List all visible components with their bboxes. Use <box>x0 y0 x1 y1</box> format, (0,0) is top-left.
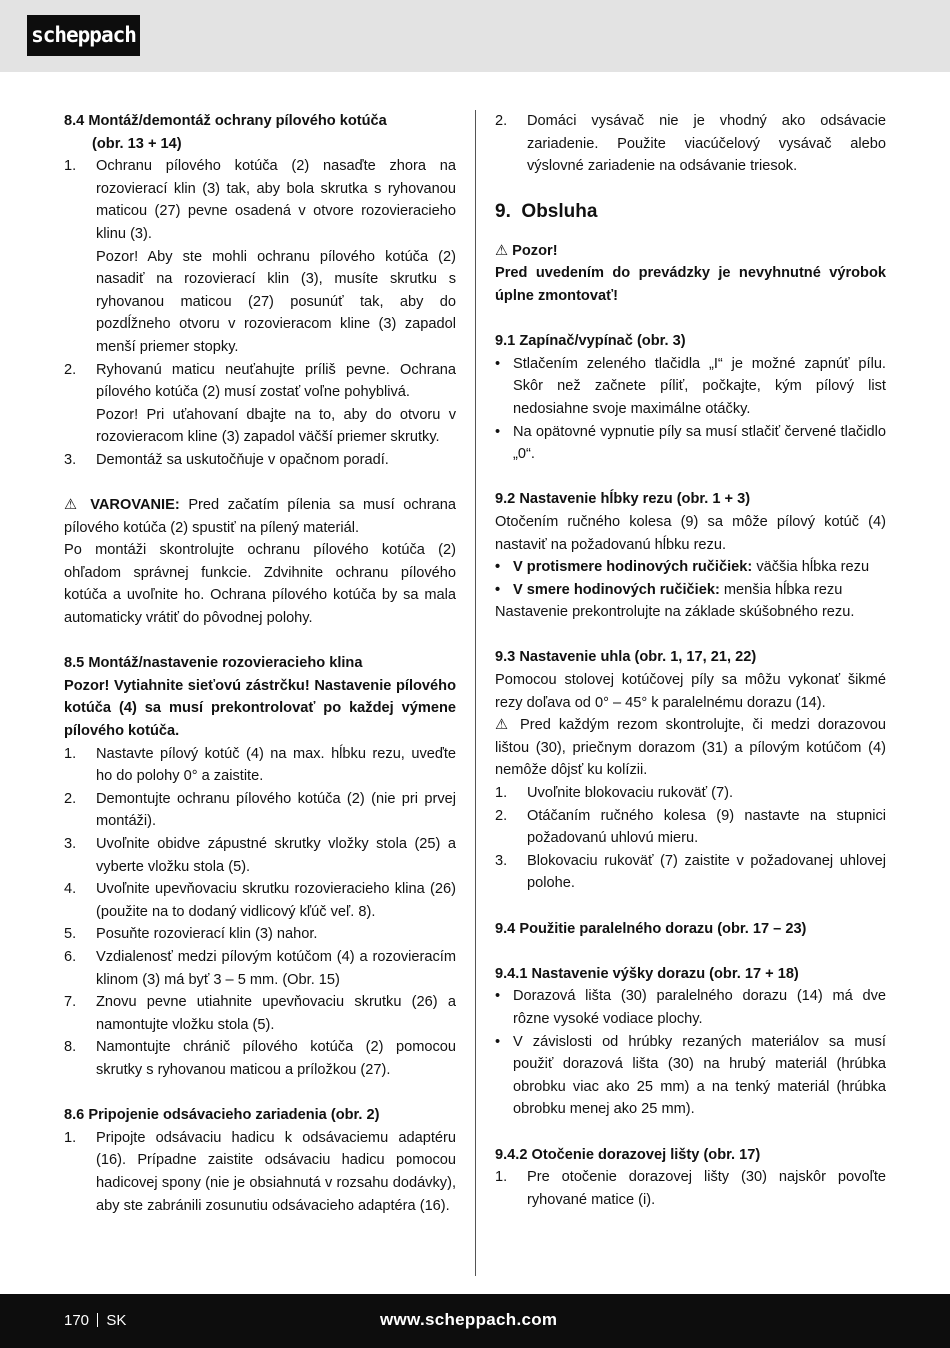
list-item <box>495 421 886 466</box>
section-8-4-title-figref: (obr. 13 + 14) <box>92 135 182 152</box>
section-9-2-text: Otočením ručného kolesa (9) sa môže pílový kotúč (4) nastaviť na požadovanú hĺbku rezu. <box>495 513 886 553</box>
section-8-5-caution: Pozor! Vytiahnite sieťovú zástrčku! Nastavenie pílového kotúča (4) sa musí prekontrolovať po každej výmene pílového kotúča. <box>64 677 456 740</box>
list-item <box>495 1031 886 1121</box>
item-text: V závislosti od hrúbky rezaných materiálov sa musí použiť dorazová lišta (30) na hrubý materiál (hrúbka obrobku viac ako 25 mm) a na tenký materiál (hrúbka obrobku menej ako 25 mm). <box>513 1033 886 1118</box>
chapter-9-number: 9. <box>495 200 511 222</box>
section-9-3-text: Pomocou stolovej kotúčovej píly sa môžu vykonať šikmé rezy doľava od 0° – 45° k paralelnému dorazu (14). <box>495 672 886 711</box>
item-number: 1. <box>495 785 508 802</box>
section-9-4-2-title: 9.4.2 Otočenie dorazovej lišty (obr. 17) <box>495 1146 761 1163</box>
item-text: Vzdialenosť medzi pílovým kotúčom (4) a rozovieracím klinom (3) má byť 3 – 5 mm. (Obr. 15) <box>96 948 456 988</box>
list-item <box>495 556 886 579</box>
section-9-3-warning-text: Pred každým rezom skontrolujte, či medzi dorazovou lištou (30), priečnym dorazom (31) a pílovým kotúčom (4) nemôže dôjsť ku kolízii. <box>495 717 886 779</box>
list-item <box>64 743 456 788</box>
list-item <box>64 946 456 991</box>
language-code: SK <box>106 1312 127 1329</box>
page-number-value: 170 <box>64 1312 90 1329</box>
section-9-3-list <box>495 782 886 895</box>
list-item <box>64 1036 456 1081</box>
item-text: Nastavte pílový kotúč (4) na max. hĺbku rezu, uveďte ho do polohy 0° a zaistite. <box>96 745 456 785</box>
section-9-4-1-list <box>495 985 886 1121</box>
chapter-9-heading <box>495 200 886 224</box>
warning-icon: ⚠ <box>64 497 82 514</box>
item-number: 2. <box>495 113 508 129</box>
list-item <box>64 878 456 923</box>
item-number: 3. <box>64 836 77 852</box>
item-number: 2. <box>64 361 77 378</box>
section-8-6-title: 8.6 Pripojenie odsávacieho zariadenia (obr. 2) <box>64 1107 380 1124</box>
item-text: Pozor! Aby ste mohli ochranu pílového kotúča (2) nasadiť na rozovierací klin (3), musíte skrutku s ryhovanou maticou (27) posunúť tak, aby do pozdĺžneho otvoru v rozovieracom kline (3) zapadol menší priemer stopky. <box>96 248 456 355</box>
section-9-2-after: Nastavenie prekontrolujte na základe skúšobného rezu. <box>495 604 855 621</box>
item-text: Uvoľnite upevňovaciu skrutku rozovieracieho klina (26) (použite na to dodaný vidlicový kľúč veľ. 8). <box>96 881 456 920</box>
item-text: Znovu pevne utiahnite upevňovaciu skrutku (26) a namontujte vložku stola (5). <box>96 994 456 1033</box>
bullet: • <box>495 581 501 598</box>
section-9-2-title: 9.2 Nastavenie hĺbky rezu (obr. 1 + 3) <box>495 491 751 508</box>
item-number: 4. <box>64 881 77 898</box>
item-text: Posuňte rozovierací klin (3) nahor. <box>96 926 318 943</box>
section-9-4-1-title: 9.4.1 Nastavenie výšky dorazu (obr. 17 + 18) <box>495 965 799 982</box>
list-item <box>64 155 456 245</box>
section-9-3-warning <box>495 714 886 782</box>
item-text: Domáci vysávač nie je vhodný ako odsávacie zariadenie. Použite viacúčelový vysávač alebo výslovné zariadenie na odsávanie triesok. <box>527 113 886 175</box>
section-8-5-list <box>64 743 456 1082</box>
caution-heading <box>495 240 886 263</box>
website-link[interactable]: www.scheppach.com <box>380 1310 558 1329</box>
list-item <box>495 782 886 805</box>
page-footer <box>0 1294 950 1348</box>
warning-paragraph <box>64 494 456 539</box>
item-text: Na opätovné vypnutie píly sa musí stlačiť červené tlačidlo „0“. <box>513 423 886 463</box>
brand-logo: scheppach <box>27 15 140 56</box>
section-9-1-title: 9.1 Zapínač/vypínač (obr. 3) <box>495 333 686 350</box>
footer-separator <box>97 1313 98 1327</box>
item-text: Demontujte ochranu pílového kotúča (2) (nie pri prvej montáži). <box>96 790 456 830</box>
caution-label: Pozor! <box>512 242 558 259</box>
item-text: Namontujte chránič pílového kotúča (2) pomocou skrutky s ryhovanou maticou a príložkou (27). <box>96 1039 456 1078</box>
list-item <box>64 833 456 878</box>
caution-icon: ⚠ <box>495 242 509 259</box>
left-column <box>64 110 456 1217</box>
item-number: 6. <box>64 948 77 965</box>
item-text: Ochranu pílového kotúča (2) nasaďte zhora na rozovierací klin (3) tak, aby bola skrutka s ryhovanou maticou (27) pevne osadená v otvore rozovieracieho klinu (3). <box>96 158 456 242</box>
list-item <box>64 246 456 359</box>
caution-text: Pred uvedením do prevádzky je nevyhnutné výrobok úplne zmontovať! <box>495 265 886 304</box>
item-number <box>64 404 96 449</box>
item-number: 1. <box>64 158 77 175</box>
bullet: • <box>495 423 501 440</box>
list-item <box>64 1127 456 1217</box>
warning-text: Pred začatím pílenia sa musí ochrana pílového kotúča (2) spustiť na pílený materiál. <box>64 497 456 536</box>
item-text: Demontáž sa uskutočňuje v opačnom poradí. <box>96 451 389 468</box>
list-item <box>64 788 456 833</box>
section-9-1-list <box>495 353 886 466</box>
list-item <box>495 110 886 178</box>
list-item <box>495 353 886 421</box>
item-text: Otáčaním ručného kolesa (9) nastavte na stupnici požadovanú uhlovú mieru. <box>527 807 886 847</box>
counterclockwise-text: väčšia hĺbka rezu <box>756 559 870 576</box>
section-8-4-title-text: 8.4 Montáž/demontáž ochrany pílového kotúča <box>64 113 387 129</box>
list-item <box>495 850 886 895</box>
item-number <box>64 246 96 359</box>
item-number: 8. <box>64 1039 77 1056</box>
item-text: Pre otočenie dorazovej lišty (30) najskôr povoľte ryhované matice (i). <box>527 1169 886 1208</box>
item-text: Pozor! Pri uťahovaní dbajte na to, aby do otvoru v rozovieracom kline (3) zapadol väčší priemer skrutky. <box>96 406 456 446</box>
list-item <box>64 449 456 472</box>
page-number <box>64 1310 126 1332</box>
item-text: Uvoľnite blokovaciu rukoväť (7). <box>527 785 734 802</box>
list-item <box>495 805 886 850</box>
clockwise-label: V smere hodinových ručičiek: <box>513 581 720 598</box>
page-header <box>0 0 950 72</box>
item-text: Uvoľnite obidve zápustné skrutky vložky stola (25) a vyberte vložku stola (5). <box>96 836 456 875</box>
chapter-9-title: Obsluha <box>521 200 598 222</box>
column-divider <box>475 110 476 1276</box>
item-text: Blokovaciu rukoväť (7) zaistite v požadovanej uhlovej polohe. <box>527 852 886 892</box>
item-text: Ryhovanú maticu neuťahujte príliš pevne. Ochrana pílového kotúča (2) musí zostať voľne pohyblivá. <box>96 361 456 401</box>
item-number: 3. <box>495 852 508 869</box>
item-number: 1. <box>64 745 77 762</box>
warning-icon: ⚠ <box>495 717 513 734</box>
section-8-4-list <box>64 155 456 471</box>
warning-text-2: Po montáži skontrolujte ochranu pílového kotúča (2) ohľadom správnej funkcie. Zdvihnite ochranu pílového kotúča a uvoľnite ho. Ochrana pílového kotúča by sa mala automaticky vrátiť do pôvodnej polohy. <box>64 542 456 627</box>
item-number: 2. <box>495 807 508 824</box>
section-9-4-title: 9.4 Použitie paralelného dorazu (obr. 17 – 23) <box>495 920 807 937</box>
list-item <box>495 1166 886 1211</box>
list-item <box>64 359 456 404</box>
item-number: 3. <box>64 451 77 468</box>
list-item <box>64 991 456 1036</box>
list-item <box>64 404 456 449</box>
item-text: Dorazová lišta (30) paralelného dorazu (14) má dve rôzne vysoké vodiace plochy. <box>513 988 886 1027</box>
section-8-5-title: 8.5 Montáž/nastavenie rozovieracieho klina <box>64 655 363 672</box>
item-text: Stlačením zeleného tlačidla „I“ je možné zapnúť pílu. Skôr než začnete píliť, počkajte, kým pílový list nedosiahne svoje maximálne otáčky. <box>513 355 886 417</box>
warning-label: VAROVANIE: <box>90 497 180 514</box>
right-column <box>495 110 886 1211</box>
list-item <box>495 985 886 1030</box>
dust-extraction-list-continued <box>495 110 886 178</box>
item-number: 1. <box>495 1169 508 1186</box>
section-8-4-title <box>64 110 456 155</box>
bullet: • <box>495 988 501 1005</box>
clockwise-text: menšia hĺbka rezu <box>723 581 843 598</box>
section-8-6-list <box>64 1127 456 1217</box>
counterclockwise-label: V protismere hodinových ručičiek: <box>513 559 753 576</box>
bullet: • <box>495 355 501 372</box>
item-number: 2. <box>64 790 77 807</box>
bullet: • <box>495 1033 501 1050</box>
item-number: 7. <box>64 994 77 1011</box>
item-number: 1. <box>64 1129 77 1146</box>
bullet: • <box>495 559 501 576</box>
item-number: 5. <box>64 926 77 943</box>
section-9-3-title: 9.3 Nastavenie uhla (obr. 1, 17, 21, 22) <box>495 649 757 666</box>
list-item <box>495 579 886 602</box>
section-9-4-2-list <box>495 1166 886 1211</box>
list-item <box>64 923 456 946</box>
item-text: Pripojte odsávaciu hadicu k odsávaciemu adaptéru (16). Prípadne zaistite odsávaciu hadicu pomocou hadicovej spony (nie je obsiahnutá v rozsahu dodávky), aby ste zabránili zosunutiu odsávacieho adaptéra (16). <box>96 1129 456 1214</box>
